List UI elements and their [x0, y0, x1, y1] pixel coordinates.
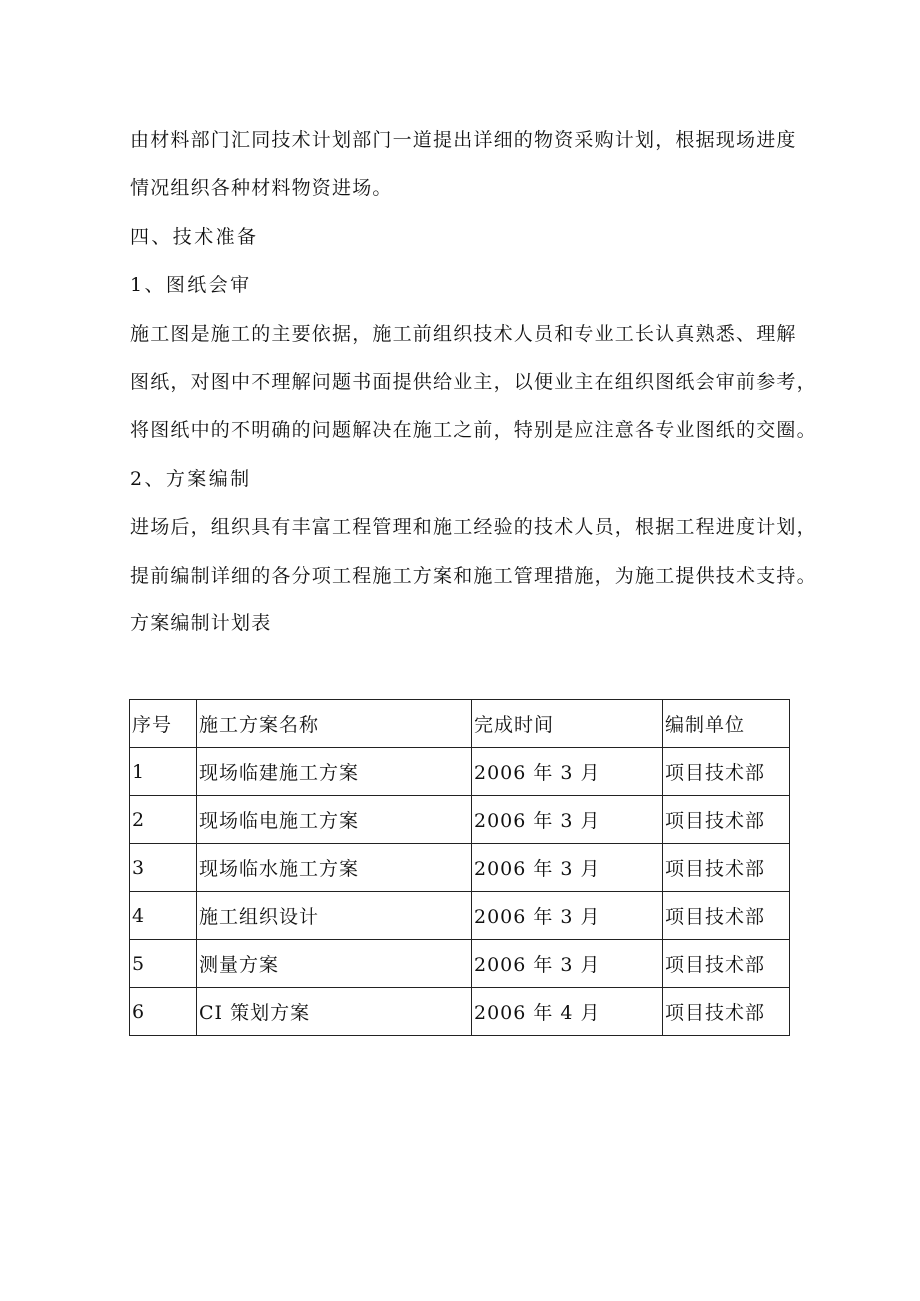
paragraph-plan-preparation-line-2: 提前编制详细的各分项工程施工方案和施工管理措施，为施工提供技术支持。 — [130, 565, 817, 587]
table-row — [130, 892, 790, 940]
cell-index: 5 — [130, 940, 197, 988]
cell-department: 项目技术部 — [663, 940, 790, 988]
table-row — [130, 796, 790, 844]
table-header-row — [130, 700, 790, 748]
cell-department: 项目技术部 — [663, 748, 790, 796]
cell-department: 项目技术部 — [663, 796, 790, 844]
table-caption: 方案编制计划表 — [130, 612, 272, 634]
paragraph-drawing-review-line-1: 施工图是施工的主要依据，施工前组织技术人员和专业工长认真熟悉、理解 — [130, 323, 797, 345]
cell-department: 项目技术部 — [663, 892, 790, 940]
cell-index: 2 — [130, 796, 197, 844]
subheading-drawing-review: 1、图纸会审 — [130, 274, 252, 296]
cell-plan-name: 现场临建施工方案 — [197, 748, 472, 796]
cell-index: 1 — [130, 748, 197, 796]
cell-plan-name: CI 策划方案 — [197, 988, 472, 1036]
subheading-plan-preparation: 2、方案编制 — [130, 468, 252, 490]
table-row — [130, 988, 790, 1036]
cell-plan-name: 施工组织设计 — [197, 892, 472, 940]
paragraph-drawing-review-line-2: 图纸，对图中不理解问题书面提供给业主，以便业主在组织图纸会审前参考， — [130, 371, 817, 393]
table-row — [130, 940, 790, 988]
cell-completion-time: 2006 年 3 月 — [472, 844, 663, 892]
header-cell-index: 序号 — [130, 700, 197, 748]
paragraph-plan-preparation-line-1: 进场后，组织具有丰富工程管理和施工经验的技术人员，根据工程进度计划， — [130, 516, 817, 538]
cell-department: 项目技术部 — [663, 844, 790, 892]
cell-plan-name: 现场临水施工方案 — [197, 844, 472, 892]
header-cell-plan-name: 施工方案名称 — [197, 700, 472, 748]
cell-plan-name: 现场临电施工方案 — [197, 796, 472, 844]
cell-index: 4 — [130, 892, 197, 940]
cell-completion-time: 2006 年 3 月 — [472, 940, 663, 988]
header-cell-completion-time: 完成时间 — [472, 700, 663, 748]
paragraph-drawing-review-line-3: 将图纸中的不明确的问题解决在施工之前，特别是应注意各专业图纸的交圈。 — [130, 419, 817, 441]
cell-completion-time: 2006 年 3 月 — [472, 796, 663, 844]
plan-schedule-table — [129, 699, 790, 1036]
cell-completion-time: 2006 年 3 月 — [472, 892, 663, 940]
paragraph-materials-line-2: 情况组织各种材料物资进场。 — [130, 177, 393, 199]
section-heading-technical-preparation: 四、技术准备 — [130, 226, 259, 248]
header-cell-department: 编制单位 — [663, 700, 790, 748]
cell-index: 3 — [130, 844, 197, 892]
paragraph-materials-line-1: 由材料部门汇同技术计划部门一道提出详细的物资采购计划，根据现场进度 — [130, 129, 797, 151]
cell-index: 6 — [130, 988, 197, 1036]
cell-department: 项目技术部 — [663, 988, 790, 1036]
table-row — [130, 844, 790, 892]
cell-completion-time: 2006 年 3 月 — [472, 748, 663, 796]
cell-completion-time: 2006 年 4 月 — [472, 988, 663, 1036]
table-row — [130, 748, 790, 796]
cell-plan-name: 测量方案 — [197, 940, 472, 988]
